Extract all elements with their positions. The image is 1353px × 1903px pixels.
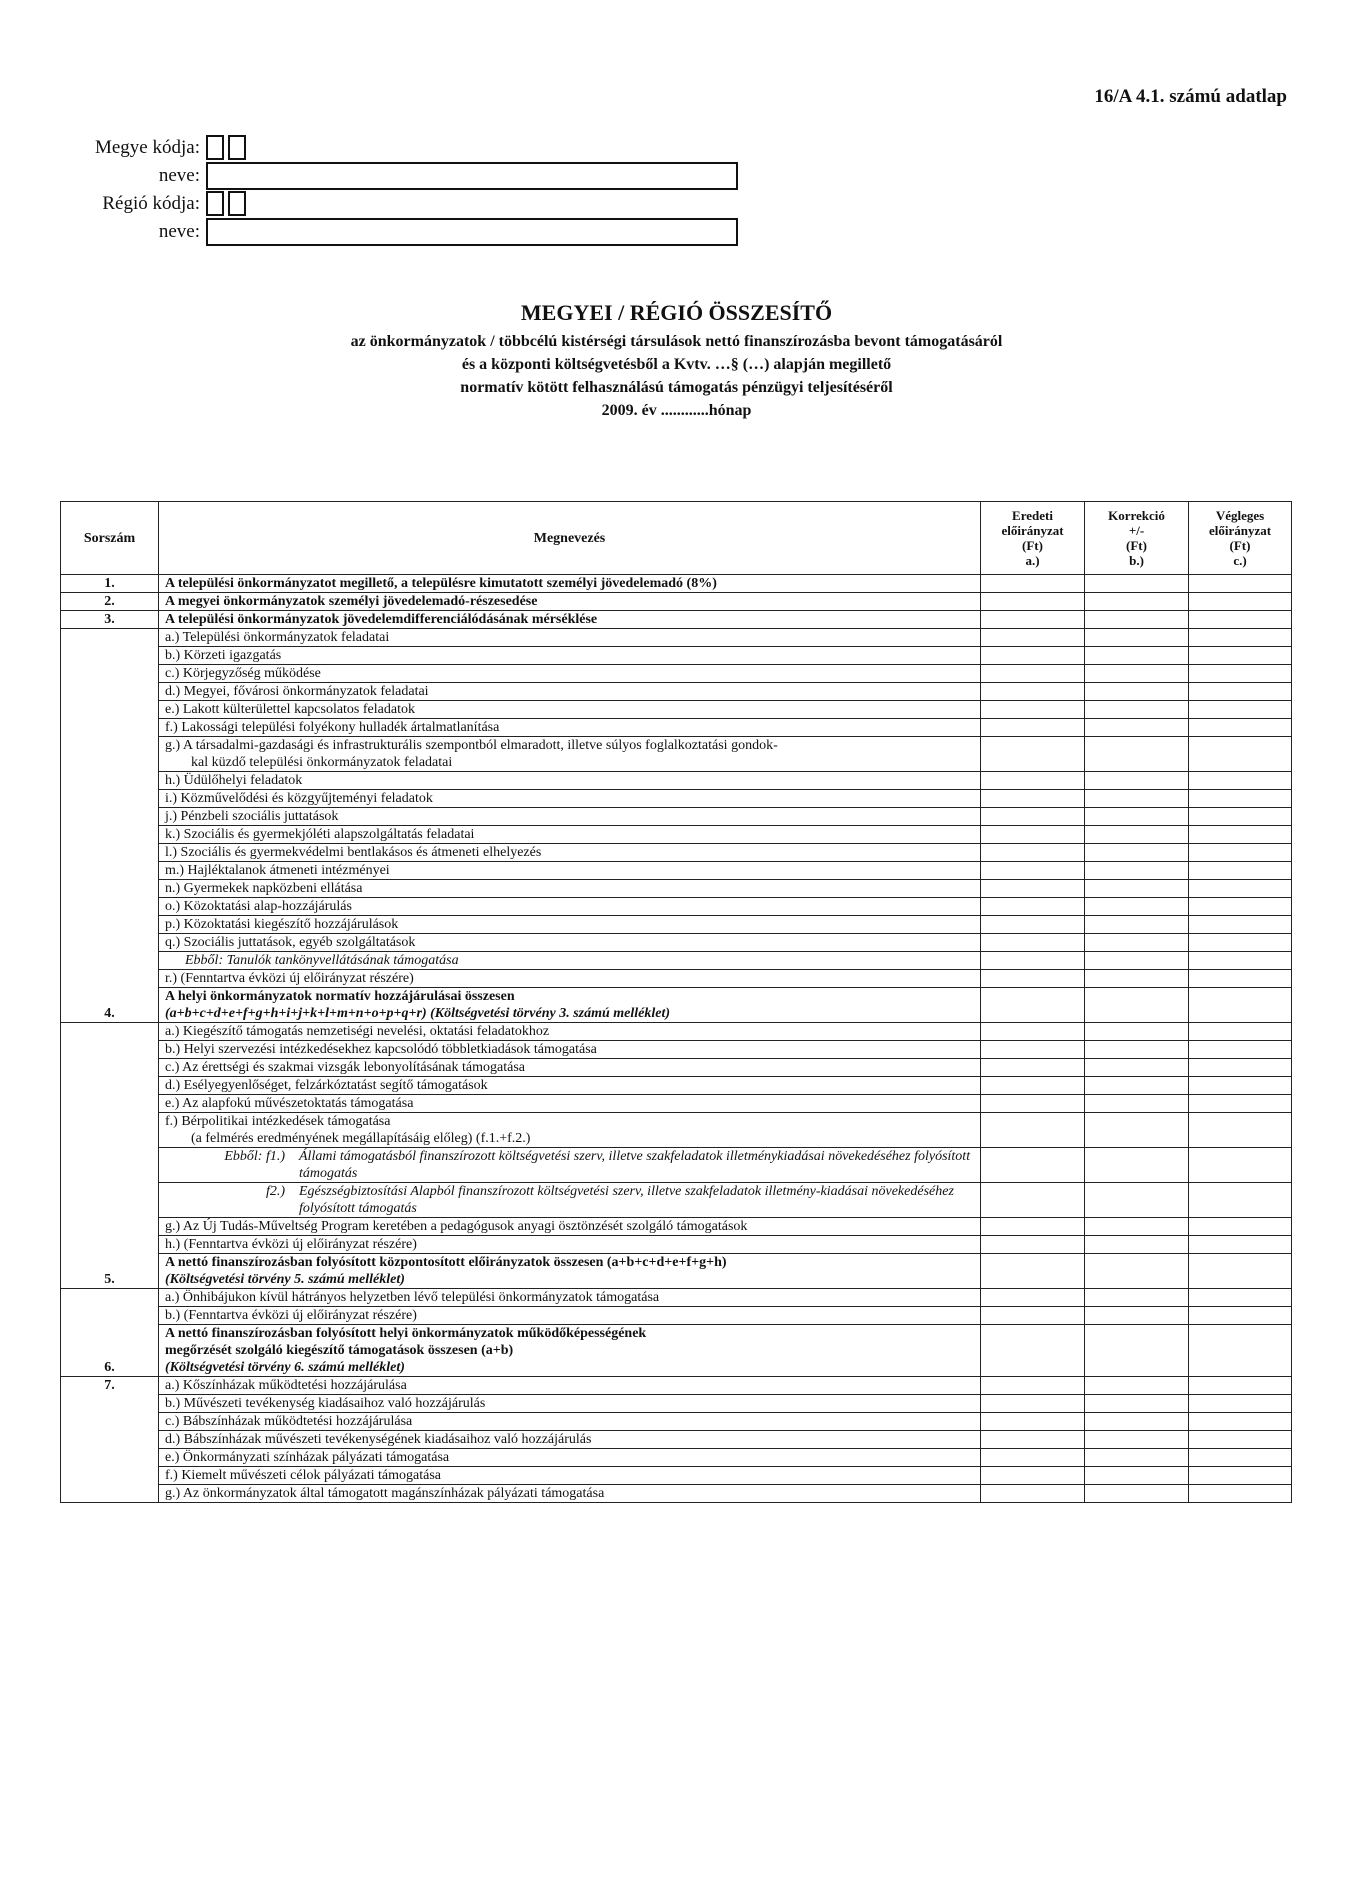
cell-c[interactable]	[1189, 880, 1292, 898]
cell-c[interactable]	[1189, 1113, 1292, 1148]
cell-b[interactable]	[1085, 970, 1189, 988]
table-row	[61, 862, 1292, 880]
cell-b[interactable]	[1085, 880, 1189, 898]
cell-a[interactable]	[981, 952, 1085, 970]
cell-c[interactable]	[1189, 808, 1292, 826]
table-row	[61, 916, 1292, 934]
cell-c[interactable]	[1189, 629, 1292, 647]
cell-a[interactable]	[981, 1307, 1085, 1325]
row-label: g.) A társadalmi-gazdasági és infrastrukturális szempontból elmaradott, illetve súlyos foglalkoztatási gondok- kal küzdő települési önkormányzatok feladatai	[159, 737, 981, 772]
title-line-2: és a központi költségvetésből a Kvtv. …§ (…) alapján megillető	[461, 356, 892, 373]
cell-c[interactable]	[1189, 844, 1292, 862]
cell-a[interactable]	[981, 1377, 1085, 1395]
cell-a[interactable]	[981, 647, 1085, 665]
cell-a[interactable]	[981, 790, 1085, 808]
table-row	[61, 934, 1292, 952]
cell-a[interactable]	[981, 1183, 1085, 1218]
table-row	[61, 719, 1292, 737]
cell-b[interactable]	[1085, 862, 1189, 880]
table-row	[61, 1041, 1292, 1059]
cell-c[interactable]	[1189, 1148, 1292, 1183]
cell-b[interactable]	[1085, 934, 1189, 952]
cell-c[interactable]	[1189, 898, 1292, 916]
cell-c[interactable]	[1189, 790, 1292, 808]
table-row	[61, 647, 1292, 665]
row-label: m.) Hajléktalanok átmeneti intézményei	[159, 862, 981, 880]
cell-a[interactable]	[981, 808, 1085, 826]
table-row	[61, 1236, 1292, 1254]
row-label: f.) Kiemelt művészeti célok pályázati támogatása	[159, 1467, 981, 1485]
cell-c[interactable]	[1189, 737, 1292, 772]
cell-a[interactable]	[981, 1023, 1085, 1041]
row-label: b.) Helyi szervezési intézkedésekhez kapcsolódó többletkiadások támogatása	[159, 1041, 981, 1059]
cell-a[interactable]	[981, 575, 1085, 593]
cell-b[interactable]	[1085, 772, 1189, 790]
regio-code-label: Régió kódja:	[102, 192, 200, 214]
cell-a[interactable]	[981, 1059, 1085, 1077]
cell-c[interactable]	[1189, 1059, 1292, 1077]
cell-b[interactable]	[1085, 790, 1189, 808]
cell-a[interactable]	[981, 719, 1085, 737]
row-label: q.) Szociális juttatások, egyéb szolgáltatások	[159, 934, 981, 952]
row-label: d.) Esélyegyenlőséget, felzárkóztatást segítő támogatások	[159, 1077, 981, 1095]
table-row	[61, 575, 1292, 593]
table-row	[61, 737, 1292, 772]
cell-a[interactable]	[981, 737, 1085, 772]
cell-b[interactable]	[1085, 629, 1189, 647]
cell-b[interactable]	[1085, 1236, 1189, 1254]
cell-c[interactable]	[1189, 934, 1292, 952]
cell-b[interactable]	[1085, 737, 1189, 772]
row-label: b.) Körzeti igazgatás	[159, 647, 981, 665]
cell-c[interactable]	[1189, 611, 1292, 629]
table-row	[61, 701, 1292, 719]
cell-c[interactable]	[1189, 970, 1292, 988]
cell-c[interactable]	[1189, 1325, 1292, 1377]
main-title: MEGYEI / RÉGIÓ ÖSSZESÍTŐ	[520, 300, 833, 325]
cell-b[interactable]	[1085, 665, 1189, 683]
cell-c[interactable]	[1189, 1377, 1292, 1395]
row-label: c.) Az érettségi és szakmai vizsgák lebonyolításának támogatása	[159, 1059, 981, 1077]
table-row	[61, 1431, 1292, 1449]
regio-code-box-1[interactable]	[206, 191, 224, 216]
cell-b[interactable]	[1085, 1183, 1189, 1218]
row-number-6: 6.	[61, 1289, 159, 1377]
cell-b[interactable]	[1085, 1041, 1189, 1059]
row-label: a.) Kiegészítő támogatás nemzetiségi nevelési, oktatási feladatokhoz	[159, 1023, 981, 1041]
cell-c[interactable]	[1189, 1431, 1292, 1449]
regio-name-box[interactable]	[206, 218, 738, 246]
cell-c[interactable]	[1189, 683, 1292, 701]
cell-a[interactable]	[981, 898, 1085, 916]
cell-b[interactable]	[1085, 719, 1189, 737]
row-label: n.) Gyermekek napközbeni ellátása	[159, 880, 981, 898]
title-line-4: 2009. év ............hónap	[601, 402, 752, 419]
table-row	[61, 593, 1292, 611]
cell-a[interactable]	[981, 1148, 1085, 1183]
table-row	[61, 1095, 1292, 1113]
header-fields	[60, 134, 738, 246]
col-vegleges: Végleges előirányzat (Ft) c.)	[1189, 502, 1292, 575]
row-label: A települési önkormányzatot megillető, a településre kimutatott személyi jövedelemadó (8%)	[159, 575, 981, 593]
cell-c[interactable]	[1189, 1041, 1292, 1059]
regio-code-box-2[interactable]	[228, 191, 246, 216]
cell-c[interactable]	[1189, 1236, 1292, 1254]
row-label: i.) Közművelődési és közgyűjteményi feladatok	[159, 790, 981, 808]
cell-a[interactable]	[981, 934, 1085, 952]
cell-b[interactable]	[1085, 1325, 1189, 1377]
cell-a[interactable]	[981, 683, 1085, 701]
table-row	[61, 826, 1292, 844]
cell-b[interactable]	[1085, 898, 1189, 916]
col-sorszam: Sorszám	[61, 502, 159, 575]
table-row	[61, 844, 1292, 862]
row-label: p.) Közoktatási kiegészítő hozzájárulások	[159, 916, 981, 934]
megye-code-box-2[interactable]	[228, 135, 246, 160]
table-row	[61, 1218, 1292, 1236]
cell-b[interactable]	[1085, 1023, 1189, 1041]
table-row	[61, 1183, 1292, 1218]
table-row	[61, 970, 1292, 988]
cell-c[interactable]	[1189, 701, 1292, 719]
cell-b[interactable]	[1085, 683, 1189, 701]
cell-b[interactable]	[1085, 988, 1189, 1023]
cell-a[interactable]	[981, 1218, 1085, 1236]
cell-a[interactable]	[981, 1236, 1085, 1254]
cell-b[interactable]	[1085, 1413, 1189, 1431]
row-number: 3.	[61, 611, 159, 629]
cell-a[interactable]	[981, 844, 1085, 862]
cell-b[interactable]	[1085, 916, 1189, 934]
cell-a[interactable]	[981, 1395, 1085, 1413]
megye-code-label: Megye kódja:	[94, 136, 200, 158]
cell-c[interactable]	[1189, 1077, 1292, 1095]
table-row	[61, 1467, 1292, 1485]
table-row	[61, 1395, 1292, 1413]
table-row	[61, 772, 1292, 790]
cell-a[interactable]	[981, 1113, 1085, 1148]
cell-a[interactable]	[981, 916, 1085, 934]
col-korrekcio: Korrekció +/- (Ft) b.)	[1085, 502, 1189, 575]
cell-b[interactable]	[1085, 575, 1189, 593]
cell-a[interactable]	[981, 862, 1085, 880]
document-code: 16/A 4.1. számú adatlap	[1094, 86, 1287, 107]
col-megnevezes: Megnevezés	[159, 502, 981, 575]
row-number-7: 7.	[61, 1377, 159, 1503]
row-label: A helyi önkormányzatok normatív hozzájárulásai összesen (a+b+c+d+e+f+g+h+i+j+k+l+m+n+o+p+q+r) (Költségvetési törvény 3. számú melléklet)	[159, 988, 981, 1023]
row-number-4: 4.	[61, 629, 159, 1023]
row-label: Ebből: Tanulók tankönyvellátásának támogatása	[159, 952, 981, 970]
row-label: A nettó finanszírozásban folyósított helyi önkormányzatok működőképességének megőrzését szolgáló kiegészítő támogatások összesen (a+b) (Költségvetési törvény 6. számú melléklet)	[159, 1325, 981, 1377]
row-label: e.) Önkormányzati színházak pályázati támogatása	[159, 1449, 981, 1467]
cell-a[interactable]	[981, 772, 1085, 790]
cell-b[interactable]	[1085, 701, 1189, 719]
cell-c[interactable]	[1189, 1254, 1292, 1289]
cell-b[interactable]	[1085, 952, 1189, 970]
title-line-3: normatív kötött felhasználású támogatás pénzügyi teljesítéséről	[460, 379, 893, 396]
row-label: A nettó finanszírozásban folyósított központosított előirányzatok összesen (a+b+c+d+e+f+g+h) (Költségvetési törvény 5. számú melléklet)	[159, 1254, 981, 1289]
cell-a[interactable]	[981, 629, 1085, 647]
cell-b[interactable]	[1085, 844, 1189, 862]
cell-b[interactable]	[1085, 611, 1189, 629]
cell-b[interactable]	[1085, 1077, 1189, 1095]
cell-b[interactable]	[1085, 1059, 1189, 1077]
row-label: a.) Kőszínházak működtetési hozzájárulása	[159, 1377, 981, 1395]
table-row	[61, 683, 1292, 701]
table-row	[61, 629, 1292, 647]
cell-c[interactable]	[1189, 826, 1292, 844]
cell-b[interactable]	[1085, 1467, 1189, 1485]
row-label: d.) Megyei, fővárosi önkormányzatok feladatai	[159, 683, 981, 701]
table-row	[61, 880, 1292, 898]
row-label: j.) Pénzbeli szociális juttatások	[159, 808, 981, 826]
row-label: f2.) Egészségbiztosítási Alapból finanszírozott költségvetési szerv, illetve szakfeladatok illetmény-kiadásai növekedéséhez folyósított támogatás	[159, 1183, 981, 1218]
cell-c[interactable]	[1189, 1218, 1292, 1236]
cell-c[interactable]	[1189, 1095, 1292, 1113]
row-number: 1.	[61, 575, 159, 593]
cell-b[interactable]	[1085, 1395, 1189, 1413]
cell-a[interactable]	[981, 1254, 1085, 1289]
cell-a[interactable]	[981, 701, 1085, 719]
table-row	[61, 1254, 1292, 1289]
cell-b[interactable]	[1085, 647, 1189, 665]
cell-a[interactable]	[981, 1041, 1085, 1059]
megye-name-label: neve:	[158, 164, 200, 186]
cell-c[interactable]	[1189, 593, 1292, 611]
table-row	[61, 1023, 1292, 1041]
cell-c[interactable]	[1189, 665, 1292, 683]
col-eredeti: Eredeti előirányzat (Ft) a.)	[981, 502, 1085, 575]
cell-a[interactable]	[981, 593, 1085, 611]
cell-a[interactable]	[981, 970, 1085, 988]
cell-a[interactable]	[981, 1485, 1085, 1503]
table-row	[61, 1059, 1292, 1077]
cell-a[interactable]	[981, 826, 1085, 844]
row-label: l.) Szociális és gyermekvédelmi bentlakásos és átmeneti elhelyezés	[159, 844, 981, 862]
cell-b[interactable]	[1085, 1113, 1189, 1148]
cell-a[interactable]	[981, 1449, 1085, 1467]
cell-c[interactable]	[1189, 719, 1292, 737]
cell-a[interactable]	[981, 611, 1085, 629]
cell-c[interactable]	[1189, 575, 1292, 593]
table-row	[61, 611, 1292, 629]
title-block	[0, 300, 1353, 422]
row-label: A települési önkormányzatok jövedelemdifferenciálódásának mérséklése	[159, 611, 981, 629]
row-label: c.) Bábszínházak működtetési hozzájárulása	[159, 1413, 981, 1431]
table-header-row	[61, 502, 1292, 575]
cell-c[interactable]	[1189, 952, 1292, 970]
row-label: o.) Közoktatási alap-hozzájárulás	[159, 898, 981, 916]
cell-b[interactable]	[1085, 1218, 1189, 1236]
table-row	[61, 1113, 1292, 1148]
cell-a[interactable]	[981, 880, 1085, 898]
cell-c[interactable]	[1189, 1289, 1292, 1307]
cell-b[interactable]	[1085, 1289, 1189, 1307]
cell-c[interactable]	[1189, 772, 1292, 790]
table-row	[61, 1289, 1292, 1307]
row-label: b.) (Fenntartva évközi új előirányzat részére)	[159, 1307, 981, 1325]
table-row	[61, 1325, 1292, 1377]
row-label: A megyei önkormányzatok személyi jövedelemadó-részesedése	[159, 593, 981, 611]
cell-a[interactable]	[981, 665, 1085, 683]
table-row	[61, 1485, 1292, 1503]
cell-c[interactable]	[1189, 916, 1292, 934]
row-label: a.) Önhibájukon kívül hátrányos helyzetben lévő települési önkormányzatok támogatása	[159, 1289, 981, 1307]
cell-c[interactable]	[1189, 1467, 1292, 1485]
cell-b[interactable]	[1085, 1148, 1189, 1183]
summary-table	[60, 501, 1292, 1503]
table-row	[61, 790, 1292, 808]
row-label: h.) (Fenntartva évközi új előirányzat részére)	[159, 1236, 981, 1254]
cell-b[interactable]	[1085, 593, 1189, 611]
table-row	[61, 1377, 1292, 1395]
cell-b[interactable]	[1085, 826, 1189, 844]
row-label: k.) Szociális és gyermekjóléti alapszolgáltatás feladatai	[159, 826, 981, 844]
cell-b[interactable]	[1085, 808, 1189, 826]
row-label: Ebből: f1.) Állami támogatásból finanszírozott költségvetési szerv, illetve szakfeladatok illetménykiadásai növekedéséhez folyósított támogatás	[159, 1148, 981, 1183]
row-label: f.) Bérpolitikai intézkedések támogatása (a felmérés eredményének megállapításáig előleg) (f.1.+f.2.)	[159, 1113, 981, 1148]
table-row	[61, 1148, 1292, 1183]
cell-b[interactable]	[1085, 1254, 1189, 1289]
row-label: r.) (Fenntartva évközi új előirányzat részére)	[159, 970, 981, 988]
cell-c[interactable]	[1189, 862, 1292, 880]
cell-b[interactable]	[1085, 1095, 1189, 1113]
cell-c[interactable]	[1189, 1449, 1292, 1467]
row-label: g.) Az Új Tudás-Műveltség Program keretében a pedagógusok anyagi ösztönzését szolgáló támogatások	[159, 1218, 981, 1236]
table-row	[61, 898, 1292, 916]
row-label: c.) Körjegyzőség működése	[159, 665, 981, 683]
row-label: b.) Művészeti tevékenység kiadásaihoz való hozzájárulás	[159, 1395, 981, 1413]
table-row	[61, 1307, 1292, 1325]
cell-c[interactable]	[1189, 1395, 1292, 1413]
cell-b[interactable]	[1085, 1307, 1189, 1325]
cell-b[interactable]	[1085, 1449, 1189, 1467]
row-number: 2.	[61, 593, 159, 611]
row-label: e.) Lakott külterülettel kapcsolatos feladatok	[159, 701, 981, 719]
table-row	[61, 1077, 1292, 1095]
cell-b[interactable]	[1085, 1377, 1189, 1395]
table-row	[61, 1449, 1292, 1467]
row-number-5: 5.	[61, 1023, 159, 1289]
cell-b[interactable]	[1085, 1431, 1189, 1449]
cell-c[interactable]	[1189, 1023, 1292, 1041]
megye-name-box[interactable]	[206, 162, 738, 190]
row-label: g.) Az önkormányzatok által támogatott magánszínházak pályázati támogatása	[159, 1485, 981, 1503]
cell-c[interactable]	[1189, 988, 1292, 1023]
row-label: a.) Települési önkormányzatok feladatai	[159, 629, 981, 647]
cell-a[interactable]	[981, 1289, 1085, 1307]
cell-c[interactable]	[1189, 1307, 1292, 1325]
cell-a[interactable]	[981, 1077, 1085, 1095]
regio-name-label: neve:	[158, 220, 200, 242]
row-label: h.) Üdülőhelyi feladatok	[159, 772, 981, 790]
cell-c[interactable]	[1189, 1485, 1292, 1503]
cell-a[interactable]	[981, 988, 1085, 1023]
table-row-total	[61, 988, 1292, 1023]
table-row	[61, 665, 1292, 683]
cell-c[interactable]	[1189, 1183, 1292, 1218]
row-label: f.) Lakossági települési folyékony hulladék ártalmatlanítása	[159, 719, 981, 737]
megye-code-box-1[interactable]	[206, 135, 224, 160]
table-row	[61, 952, 1292, 970]
cell-c[interactable]	[1189, 1413, 1292, 1431]
title-line-1: az önkormányzatok / többcélú kistérségi társulások nettó finanszírozásba bevont támogatásáról	[350, 333, 1003, 350]
cell-a[interactable]	[981, 1095, 1085, 1113]
cell-b[interactable]	[1085, 1485, 1189, 1503]
row-label: d.) Bábszínházak művészeti tevékenységének kiadásaihoz való hozzájárulás	[159, 1431, 981, 1449]
table-row	[61, 1413, 1292, 1431]
cell-a[interactable]	[981, 1325, 1085, 1377]
cell-a[interactable]	[981, 1431, 1085, 1449]
cell-c[interactable]	[1189, 647, 1292, 665]
cell-a[interactable]	[981, 1413, 1085, 1431]
cell-a[interactable]	[981, 1467, 1085, 1485]
row-label: e.) Az alapfokú művészetoktatás támogatása	[159, 1095, 981, 1113]
table-row	[61, 808, 1292, 826]
